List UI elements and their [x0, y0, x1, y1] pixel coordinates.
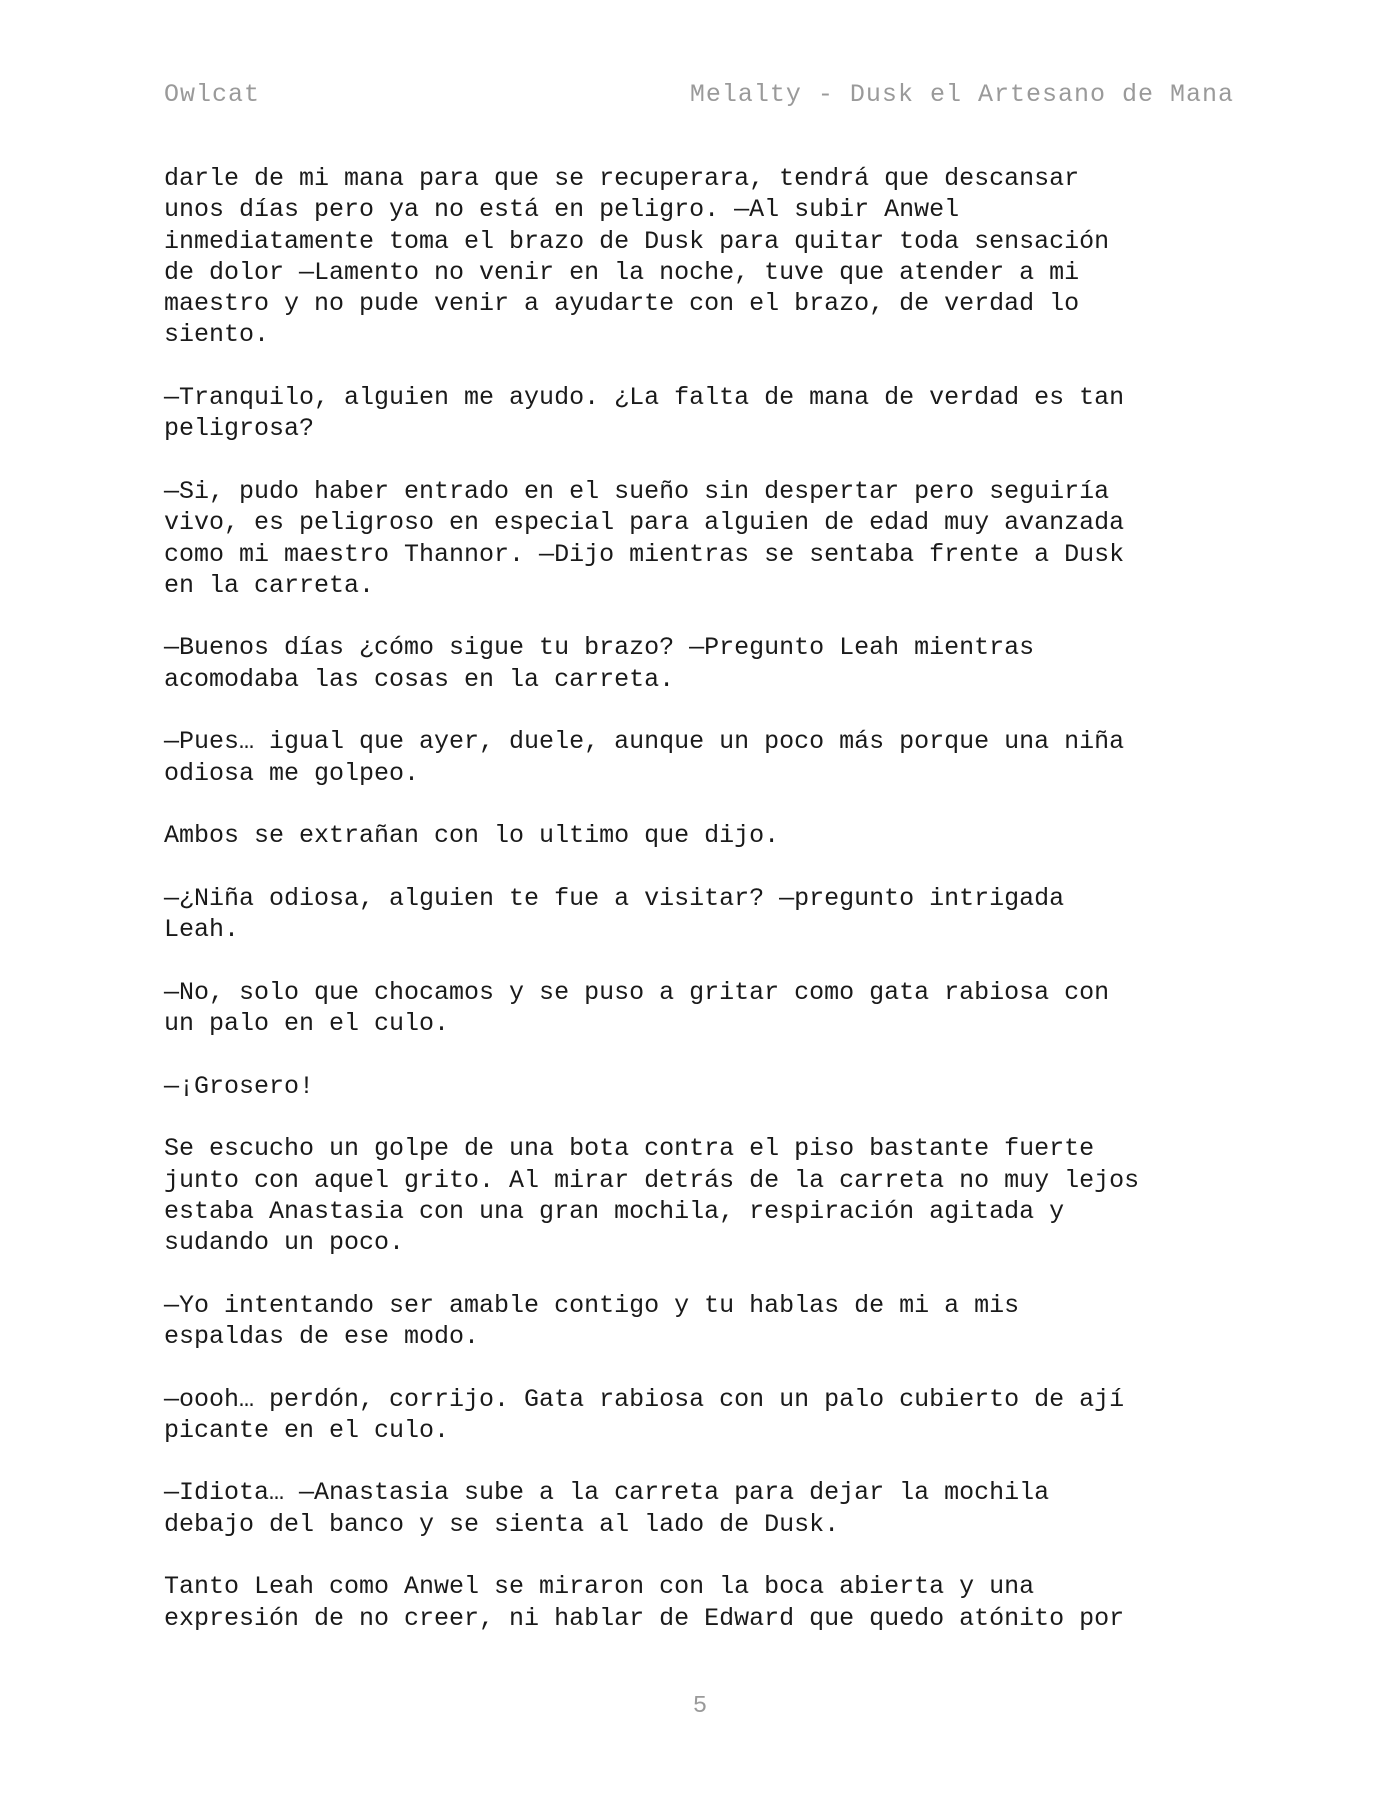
paragraph: Se escucho un golpe de una bota contra el piso bastante fuerte junto con aquel grito. Al mirar detrás de la carreta no muy lejos estaba Anastasia con una gran mochila, respiración agitada y sudando un poco.	[164, 1134, 1140, 1258]
paragraph: —Yo intentando ser amable contigo y tu hablas de mi a mis espaldas de ese modo.	[164, 1290, 1020, 1351]
header-author: Owlcat	[164, 80, 261, 109]
paragraph: —Tranquilo, alguien me ayudo. ¿La falta de mana de verdad es tan peligrosa?	[164, 383, 1125, 444]
page-number: 5	[692, 1693, 708, 1720]
paragraph: —No, solo que chocamos y se puso a gritar como gata rabiosa con un palo en el culo.	[164, 977, 1110, 1039]
paragraph: —¿Niña odiosa, alguien te fue a visitar? —pregunto intrigada Leah.	[164, 883, 1065, 945]
paragraph: —Pues… igual que ayer, duele, aunque un poco más porque una niña odiosa me golpeo.	[164, 727, 1125, 788]
header-title: Melalty - Dusk el Artesano de Mana	[689, 80, 1234, 109]
paragraph: —Si, pudo haber entrado en el sueño sin despertar pero seguiría vivo, es peligroso en especial para alguien de edad muy avanzada como mi maestro Thannor. —Dijo mientras se sentaba frente a Dusk en la carreta.	[164, 476, 1125, 600]
paragraph: —oooh… perdón, corrijo. Gata rabiosa con un palo cubierto de ají picante en el culo.	[164, 1384, 1125, 1445]
paragraph: —¡Grosero!	[164, 1071, 315, 1101]
paragraph: Ambos se extrañan con lo ultimo que dijo.	[164, 821, 780, 851]
paragraph: darle de mi mana para que se recuperara, tendrá que descansar unos días pero ya no está en peligro. —Al subir Anwel inmediatamente toma el brazo de Dusk para quitar toda sensación de dolor —Lamento no venir en la noche, tuve que atender a mi maestro y no pude venir a ayudarte con el brazo, de verdad lo siento.	[164, 164, 1110, 350]
paragraph: —Buenos días ¿cómo sigue tu brazo? —Pregunto Leah mientras acomodaba las cosas en la carreta.	[164, 633, 1035, 694]
paragraph: —Idiota… —Anastasia sube a la carreta para dejar la mochila debajo del banco y se sienta al lado de Dusk.	[164, 1478, 1050, 1539]
paragraph: Tanto Leah como Anwel se miraron con la boca abierta y una expresión de no creer, ni hablar de Edward que quedo atónito por	[164, 1572, 1125, 1633]
page-body	[164, 163, 1239, 1665]
